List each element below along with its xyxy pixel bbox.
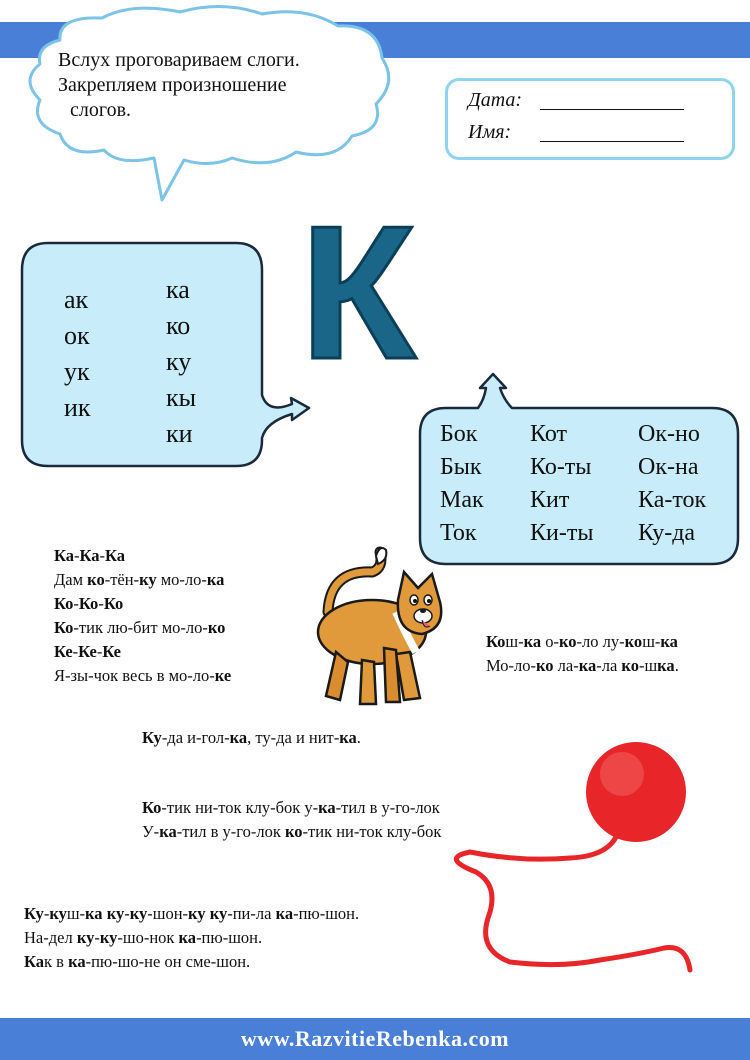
word: Кит bbox=[530, 487, 570, 513]
word: Ок-но bbox=[638, 421, 700, 447]
poem-ka-ka-ka bbox=[54, 544, 231, 688]
yarn-ball-illustration bbox=[456, 742, 690, 970]
poem-line: Ку-да и-гол-ка, ту-да и нит-ка. bbox=[142, 728, 361, 747]
syllable: ка bbox=[166, 275, 190, 304]
date-name-form bbox=[445, 78, 735, 160]
poem-line: Ко-тик ни-ток клу-бок у-ка-тил в у-го-лок bbox=[142, 798, 440, 817]
word: Бык bbox=[440, 454, 482, 480]
syllable: ки bbox=[166, 419, 193, 448]
syllable: ак bbox=[64, 285, 89, 314]
poem-line: Ка-Ка-Ка bbox=[54, 546, 125, 565]
poem-kukushka bbox=[24, 902, 359, 974]
website-link[interactable]: www.RazvitieRebenka.com bbox=[240, 1026, 510, 1051]
instruction-line: Закрепляем произношение bbox=[58, 74, 287, 96]
poem-line: На-дел ку-ку-шо-нок ка-пю-шон. bbox=[24, 928, 263, 947]
words-column-1 bbox=[440, 418, 484, 550]
word: Ка-ток bbox=[638, 487, 707, 513]
date-field[interactable] bbox=[540, 109, 684, 110]
cat-illustration bbox=[318, 548, 441, 704]
name-field[interactable] bbox=[540, 141, 684, 142]
words-column-3 bbox=[638, 418, 706, 550]
syllable: ко bbox=[166, 311, 191, 340]
poem-line: Ку-куш-ка ку-ку-шон-ку ку-пи-ла ка-пю-шон. bbox=[24, 904, 360, 923]
syllable: ок bbox=[64, 321, 90, 350]
poem-line: Ко-тик лю-бит мо-ло-ко bbox=[54, 618, 226, 637]
big-letter: К bbox=[300, 187, 416, 399]
word: Ко-ты bbox=[530, 454, 592, 480]
poem-koshka bbox=[486, 630, 679, 678]
word: Бок bbox=[440, 421, 478, 447]
word: Ки-ты bbox=[530, 520, 594, 546]
word: Ток bbox=[440, 520, 477, 546]
syllable: ку bbox=[166, 347, 192, 376]
syllables-right-column bbox=[166, 272, 196, 452]
date-label: Дата: bbox=[468, 89, 523, 111]
poem-line: Как в ка-пю-шо-не он сме-шон. bbox=[24, 952, 251, 971]
poem-line: Ко-Ко-Ко bbox=[54, 594, 124, 613]
instruction-line: слогов. bbox=[70, 99, 132, 121]
word: Ок-на bbox=[638, 454, 699, 480]
instruction-line: Вслух проговариваем слоги. bbox=[58, 49, 300, 71]
word: Ку-да bbox=[638, 520, 696, 546]
word: Кот bbox=[530, 421, 567, 447]
word: Мак bbox=[440, 487, 484, 513]
syllable: ик bbox=[64, 393, 91, 422]
poem-line: Кош-ка о-ко-ло лу-кош-ка bbox=[486, 632, 678, 651]
poem-line: Я-зы-чок весь в мо-ло-ке bbox=[54, 666, 232, 685]
instructions bbox=[58, 48, 378, 123]
poem-line: У-ка-тил в у-го-лок ко-тик ни-ток клу-бок bbox=[142, 822, 442, 841]
syllable: кы bbox=[166, 383, 197, 412]
poem-line: Мо-ло-ко ла-ка-ла ко-шка. bbox=[486, 656, 679, 675]
poem-kotik bbox=[142, 796, 441, 844]
name-label: Имя: bbox=[468, 121, 512, 143]
poem-line: Ке-Ке-Ке bbox=[54, 642, 122, 661]
syllable: ук bbox=[64, 357, 90, 386]
syllables-left-column bbox=[64, 282, 91, 426]
poem-kuda bbox=[142, 726, 361, 750]
words-column-2 bbox=[530, 418, 593, 550]
poem-line: Дам ко-тён-ку мо-ло-ка bbox=[54, 570, 225, 589]
